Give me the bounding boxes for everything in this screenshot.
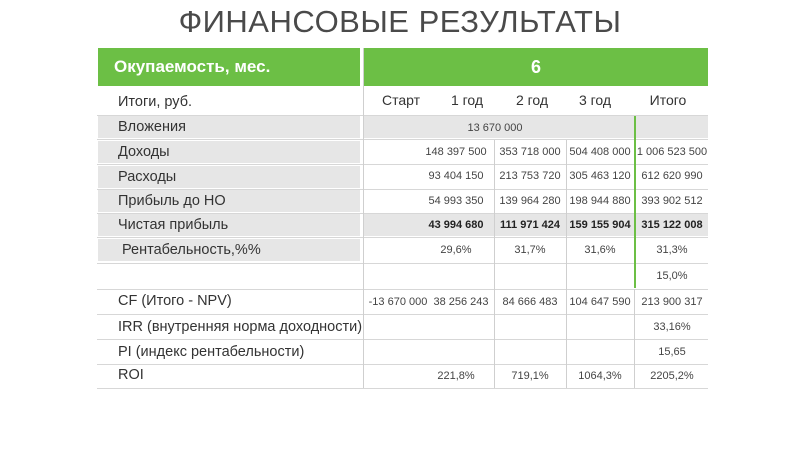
row-label-expenses: Расходы	[98, 166, 360, 188]
col-header-start: Старт	[381, 92, 421, 108]
net-year1: 43 994 680	[428, 219, 484, 231]
income-year3: 504 408 000	[569, 146, 631, 158]
row-label-irr: IRR (внутренняя норма доходности)	[118, 319, 363, 335]
pretax-year3: 198 944 880	[569, 195, 631, 207]
investments-value: 13 670 000	[467, 122, 523, 134]
row-separator	[97, 388, 708, 389]
roi-year1: 221,8%	[437, 370, 475, 382]
col-header-year2: 2 год	[515, 92, 549, 108]
cf-year1: 38 256 243	[433, 296, 489, 308]
payback-value: 6	[364, 48, 708, 86]
income-year2: 353 718 000	[499, 146, 561, 158]
row-label-pretax: Прибыль до НО	[98, 190, 360, 212]
row-separator	[97, 339, 708, 340]
profitability-year2: 31,7%	[514, 244, 546, 256]
column-divider	[634, 289, 635, 388]
net-total: 315 122 008	[641, 219, 703, 231]
row-label-income: Доходы	[98, 141, 360, 163]
row-label-pi: PI (индекс рентабельности)	[118, 344, 305, 360]
expenses-year2: 213 753 720	[499, 170, 561, 182]
row-label-net: Чистая прибыль	[98, 214, 360, 236]
column-divider	[363, 48, 364, 388]
row-separator	[97, 139, 708, 140]
roi-year3: 1064,3%	[578, 370, 622, 382]
expenses-year1: 93 404 150	[428, 170, 484, 182]
profitability-total: 31,3%	[656, 244, 688, 256]
income-year1: 148 397 500	[425, 146, 487, 158]
column-divider	[494, 140, 495, 388]
row-separator	[97, 237, 708, 238]
row-label-profitability: Рентабельность,%%	[98, 239, 360, 261]
cf-start: -13 670 000	[368, 296, 428, 308]
header-row-label: Итоги, руб.	[118, 94, 193, 110]
profitability-year1: 29,6%	[440, 244, 472, 256]
expenses-year3: 305 463 120	[569, 170, 631, 182]
net-year2: 111 971 424	[500, 219, 560, 231]
col-header-year3: 3 год	[578, 92, 612, 108]
pretax-year2: 139 964 280	[499, 195, 561, 207]
row-separator	[97, 263, 708, 264]
profitability-year3: 31,6%	[584, 244, 616, 256]
page-title: ФИНАНСОВЫЕ РЕЗУЛЬТАТЫ	[178, 4, 622, 39]
expenses-total: 612 620 990	[641, 170, 703, 182]
income-total: 1 006 523 500	[636, 146, 708, 158]
net-year3: 159 155 904	[569, 219, 631, 231]
roi-year2: 719,1%	[511, 370, 549, 382]
col-header-total: Итого	[649, 92, 687, 108]
pretax-year1: 54 993 350	[428, 195, 484, 207]
extra-total: 15,0%	[656, 270, 688, 282]
row-label-investments: Вложения	[98, 116, 360, 138]
roi-total: 2205,2%	[650, 370, 694, 382]
cf-total: 213 900 317	[641, 296, 703, 308]
cf-year2: 84 666 483	[502, 296, 558, 308]
row-label-roi: ROI	[118, 367, 144, 383]
col-header-year1: 1 год	[450, 92, 484, 108]
row-label-cf: CF (Итого - NPV)	[118, 293, 232, 309]
pretax-total: 393 902 512	[641, 195, 703, 207]
irr-total: 33,16%	[653, 321, 691, 333]
row-separator	[97, 314, 708, 315]
cf-year3: 104 647 590	[569, 296, 631, 308]
pi-total: 15,65	[658, 346, 686, 358]
payback-label: Окупаемость, мес.	[98, 48, 360, 86]
